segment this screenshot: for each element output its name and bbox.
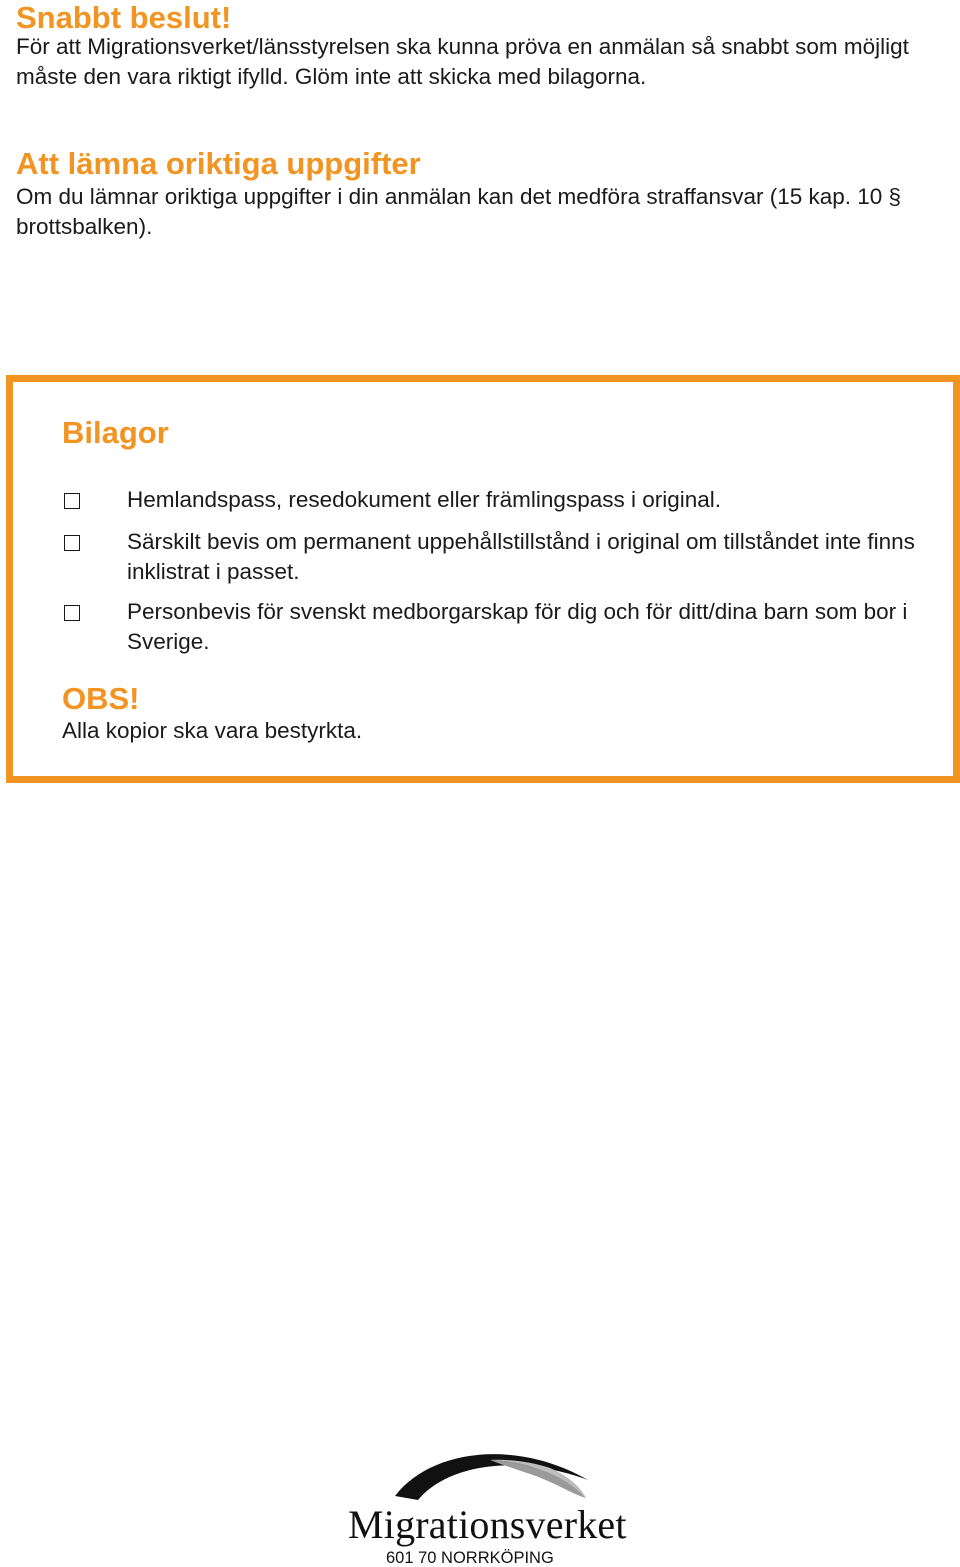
heading-oriktiga-uppgifter: Att lämna oriktiga uppgifter [16,146,421,181]
heading-obs: OBS! [62,681,140,716]
paragraph-oriktiga-uppgifter: Om du lämnar oriktiga uppgifter i din anmälan kan det medföra straffansvar (15 kap. 10 § brottsbalken). [16,184,902,239]
logo-wordmark: Migrationsverket [348,1502,627,1547]
heading-bilagor: Bilagor [62,415,169,450]
bilaga-label: Hemlandspass, resedokument eller främlingspass i original. [127,487,722,512]
migrationsverket-logo [340,1440,630,1567]
bilaga-label: Personbevis för svenskt medborgarskap för dig och för ditt/dina barn som bor i Sverige. [127,599,908,654]
checkbox-hemlandspass[interactable] [64,493,80,509]
checkbox-uppehallstillstand[interactable] [64,535,80,551]
bilaga-label: Särskilt bevis om permanent uppehållstillstånd i original om tillståndet inte finns inklistrat i passet. [127,529,915,584]
checkbox-personbevis[interactable] [64,605,80,621]
migrationsverket-swoosh-logo-icon [340,1440,630,1510]
postal-address: 601 70 NORRKÖPING [386,1549,554,1567]
paragraph-snabbt-beslut: För att Migrationsverket/länsstyrelsen ska kunna pröva en anmälan så snabbt som möjligt måste den vara riktigt ifylld. Glöm inte att skicka med bilagorna. [16,34,909,89]
bilagor-box [6,375,960,783]
paragraph-obs: Alla kopior ska vara bestyrkta. [62,718,363,743]
heading-snabbt-beslut: Snabbt beslut! [16,0,232,35]
